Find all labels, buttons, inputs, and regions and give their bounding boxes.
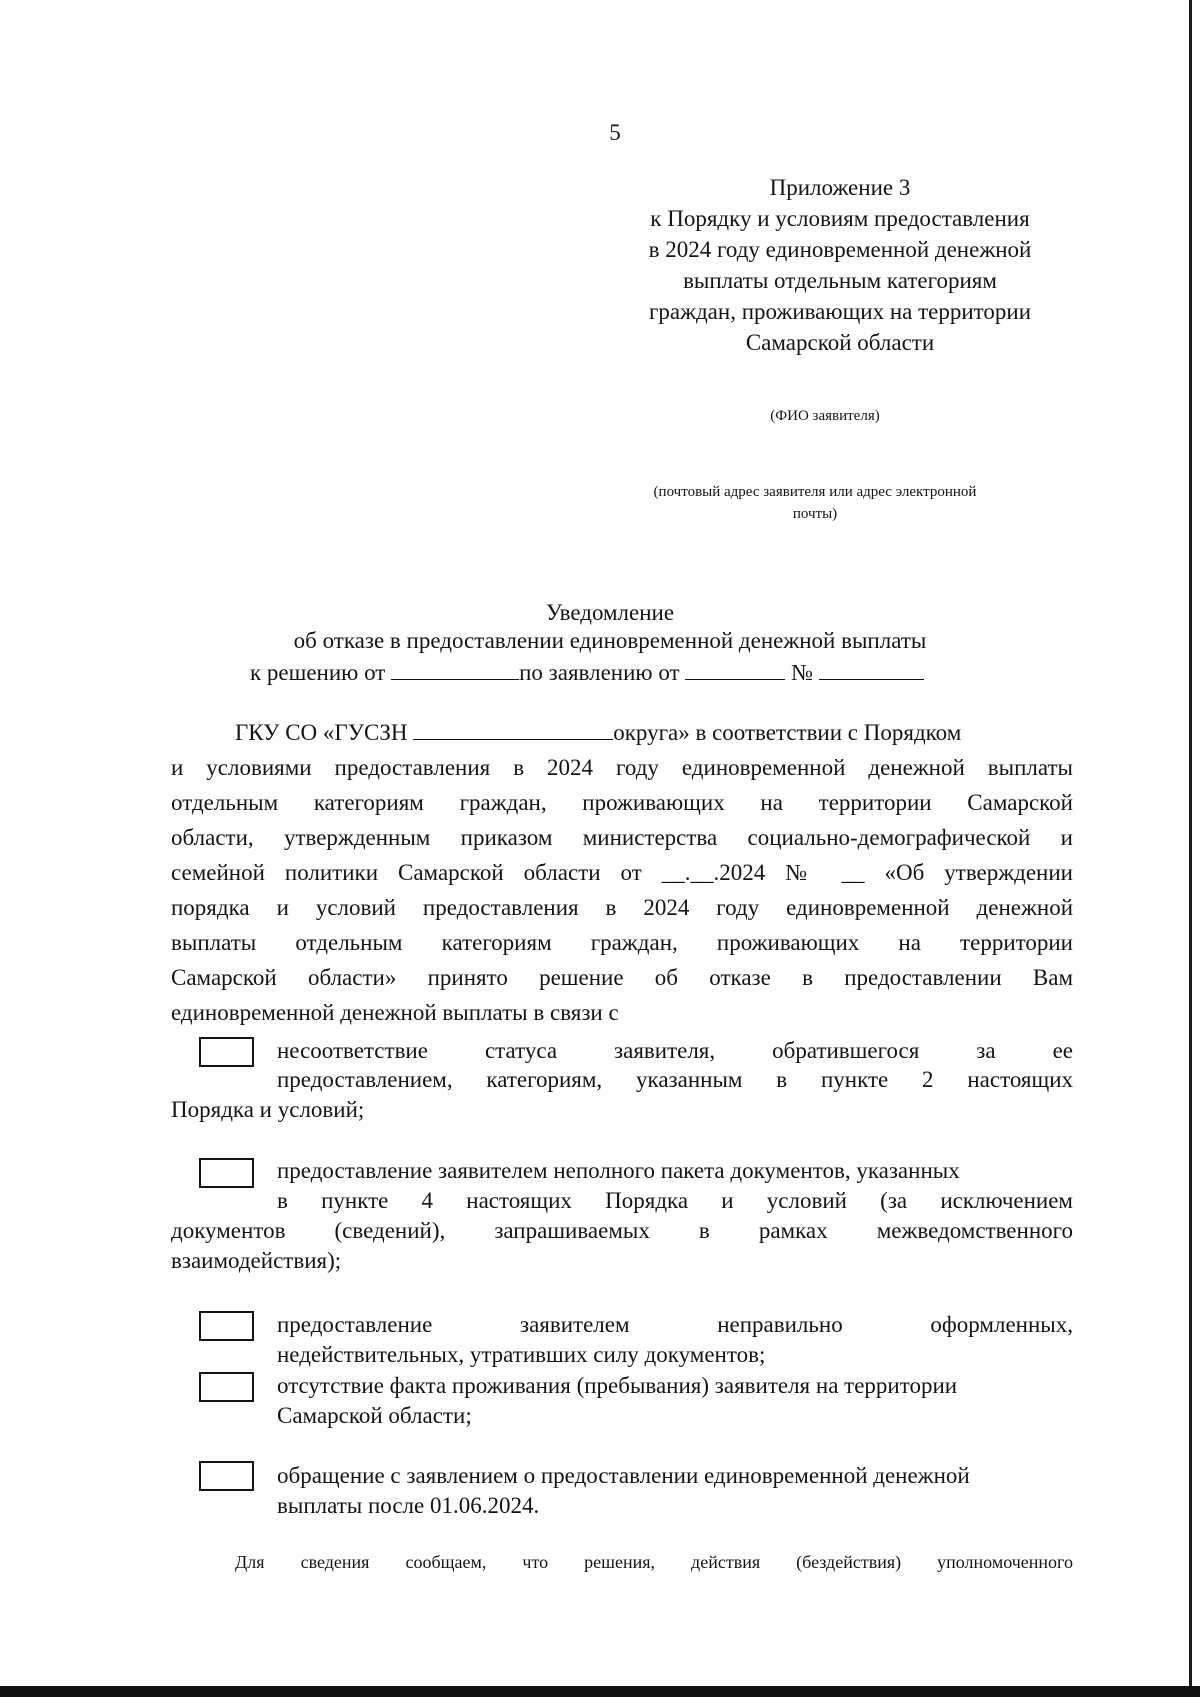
reason-5-text: выплаты после 01.06.2024. — [277, 1493, 540, 1518]
reason-2-text: взаимодействия); — [171, 1248, 342, 1273]
ref-number-label: № — [791, 660, 814, 685]
body-prefix: ГКУ СО «ГУСЗН — [235, 720, 408, 745]
decision-date-blank — [391, 657, 519, 680]
reason-4-text: отсутствие факта проживания (пребывания) заявителя на территории — [277, 1373, 958, 1398]
reason-2-text: предоставление заявителем неполного пакета документов, указанных — [277, 1158, 960, 1183]
footer-note: Для сведения сообщаем, что решения, действия (бездействия) уполномоченного — [235, 1552, 1073, 1572]
scan-edge-bottom — [0, 1686, 1200, 1697]
appendix-line: в 2024 году единовременной денежной — [648, 237, 1032, 262]
body-line — [235, 717, 961, 748]
application-date-blank — [685, 657, 785, 680]
reason-4-text: Самарской области; — [277, 1403, 472, 1428]
ref-application-label: по заявлению от — [519, 660, 680, 685]
reason-3-checkbox[interactable] — [199, 1311, 254, 1341]
reason-2-text: документов (сведений), запрашиваемых в рамках межведомственного — [171, 1218, 1073, 1243]
appendix-line: Самарской области — [745, 330, 935, 355]
body-line: области, утвержденным приказом министерства социально-демографической и — [171, 825, 1073, 850]
page-number: 5 — [609, 120, 621, 145]
reason-1-text: несоответствие статуса заявителя, обратившегося за ее — [277, 1038, 1073, 1063]
notice-title: Уведомление — [545, 600, 675, 625]
body-line: отдельным категориям граждан, проживающих на территории Самарской — [171, 790, 1073, 815]
scan-edge-right — [1189, 0, 1192, 1697]
appendix-line: граждан, проживающих на территории — [648, 299, 1032, 324]
reason-3-text: предоставление заявителем неправильно оформленных, — [277, 1312, 1073, 1337]
reason-2-text: в пункте 4 настоящих Порядка и условий (за исключением — [277, 1188, 1073, 1213]
address-caption — [590, 481, 1040, 525]
reason-1-text: Порядка и условий; — [171, 1097, 365, 1122]
body-suffix: округа» в соответствии с Порядком — [613, 720, 962, 745]
body-line: Самарской области» принято решение об отказе в предоставлении Вам — [171, 965, 1073, 990]
appendix-line: к Порядку и условиям предоставления — [650, 206, 1030, 231]
ref-decision-label: к решению от — [250, 660, 386, 685]
reason-1-checkbox[interactable] — [199, 1037, 254, 1067]
body-line: порядка и условий предоставления в 2024 году единовременной денежной — [171, 895, 1073, 920]
body-line: единовременной денежной выплаты в связи с — [171, 1000, 619, 1025]
reason-5-checkbox[interactable] — [199, 1461, 254, 1491]
body-line: и условиями предоставления в 2024 году единовременной денежной выплаты — [171, 755, 1073, 780]
appendix-line: Приложение 3 — [769, 175, 911, 200]
address-caption-line: почты) — [792, 506, 838, 522]
reason-2-checkbox[interactable] — [199, 1158, 254, 1188]
notice-subtitle: об отказе в предоставлении единовременной денежной выплаты — [293, 628, 927, 653]
fio-caption: (ФИО заявителя) — [770, 408, 880, 424]
application-number-blank — [819, 657, 924, 680]
reason-3-text: недействительных, утративших силу документов; — [277, 1342, 766, 1367]
body-line: семейной политики Самарской области от __.__.2024 № __ «Об утверждении — [171, 860, 1073, 885]
district-blank — [413, 717, 613, 740]
address-caption-line: (почтовый адрес заявителя или адрес электронной — [653, 484, 977, 500]
reason-1-text: предоставлением, категориям, указанным в пункте 2 настоящих — [277, 1067, 1073, 1092]
body-line: выплаты отдельным категориям граждан, проживающих на территории — [171, 930, 1073, 955]
reason-5-text: обращение с заявлением о предоставлении единовременной денежной — [277, 1463, 970, 1488]
reference-line — [250, 657, 924, 688]
reason-4-checkbox[interactable] — [199, 1372, 254, 1402]
appendix-line: выплаты отдельным категориям — [683, 268, 997, 293]
appendix-header — [590, 172, 1090, 358]
